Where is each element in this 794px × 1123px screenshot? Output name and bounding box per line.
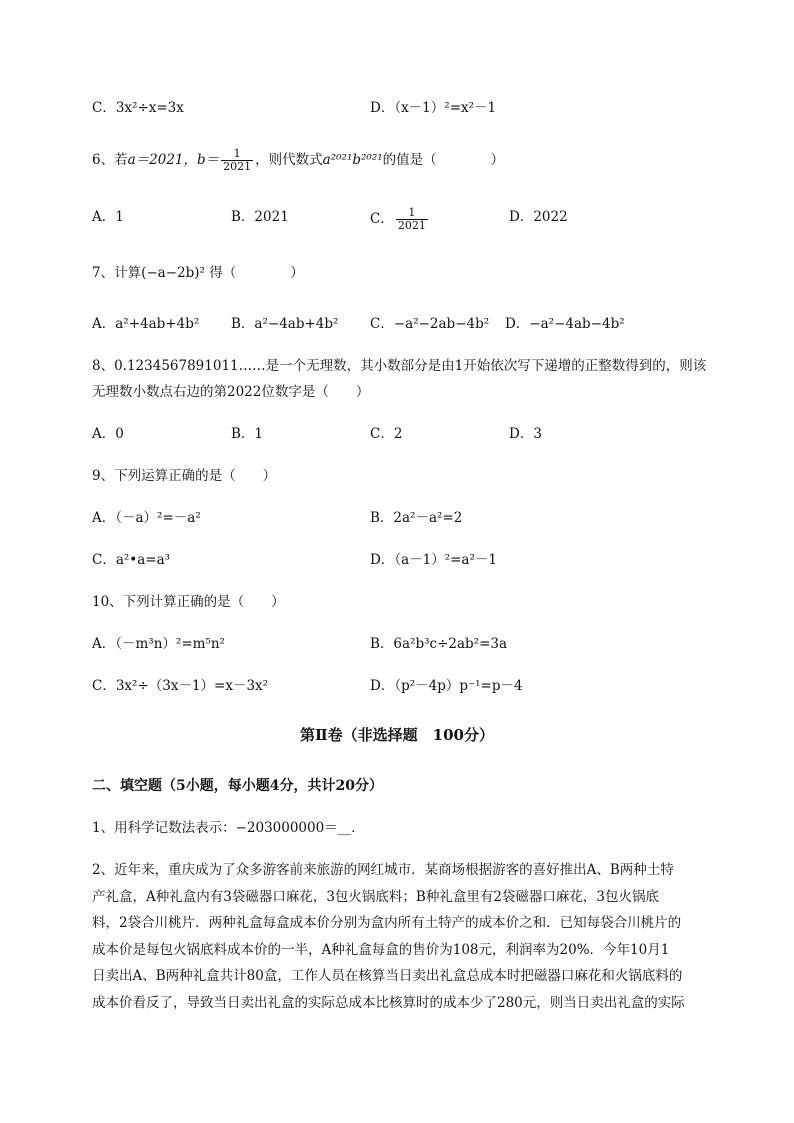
q9-option-c: C．a²•a=a³ <box>92 552 171 568</box>
q6-b-fraction <box>221 148 253 173</box>
q6-option-b: B．2021 <box>231 209 289 225</box>
q6-option-c-fraction <box>396 207 428 232</box>
q6-stem <box>92 148 504 173</box>
q8-option-c: C．2 <box>370 426 403 442</box>
fill2-line-4: 成本价是每包火锅底料成本价的一半，A种礼盒每盒的售价为108元，利润率为20%．今年10月1 <box>92 941 670 958</box>
q8-stem-line-1: 8、0.1234567891011……是一个无理数，其小数部分是由1开始依次写下递增的正整数得到的，则该 <box>92 358 707 374</box>
fill2-line-1: 2、近年来，重庆成为了众多游客前来旅游的网红城市．某商场根据游客的喜好推出A、B两种土特 <box>92 862 674 878</box>
fill2-line-5: 日卖出A、B两种礼盒共计80盒，工作人员在核算当日卖出礼盒总成本时把磁器口麻花和火锅底料的 <box>92 968 683 984</box>
q5-option-c: C．3x²÷x=3x <box>92 100 184 116</box>
q7-option-d: D．−a²−4ab−4b² <box>505 316 625 332</box>
part2-heading: 第Ⅱ卷（非选择题 100分） <box>300 726 494 744</box>
q7-option-b: B．a²−4ab+4b² <box>231 316 339 332</box>
q6-option-c-numerator: 1 <box>396 207 428 220</box>
q6-option-d: D．2022 <box>509 209 568 225</box>
q8-option-a: A．0 <box>92 426 124 442</box>
q10-option-c: C．3x²÷（3x－1）=x－3x² <box>92 678 269 694</box>
q6-a-eq: a＝2021， <box>127 152 197 168</box>
q6-option-c-denominator: 2021 <box>397 219 426 232</box>
q9-option-b: B．2a²－a²=2 <box>370 510 463 526</box>
q6-mid: ，则代数式 <box>255 152 323 168</box>
q6-expression: a²⁰²¹b²⁰²¹ <box>322 152 383 168</box>
q8-stem-line-2: 无理数小数点右边的第2022位数字是（ ） <box>92 384 370 400</box>
fill2-line-2: 产礼盒，A种礼盒内有3袋磁器口麻花，3包火锅底料；B种礼盒里有2袋磁器口麻花，3包火锅底 <box>92 888 660 905</box>
q7-stem: 7、计算(−a−2b)² 得（ ） <box>92 265 304 281</box>
q6-b-numerator: 1 <box>221 148 253 161</box>
q5-option-d: D．（x－1）²=x²－1 <box>370 100 497 116</box>
q6-option-c-label: C． <box>370 211 394 227</box>
q10-option-d: D．（p²－4p）p⁻¹=p－4 <box>370 678 523 694</box>
fill2-line-3: 料，2袋合川桃片．两种礼盒每盒成本价分别为盒内所有土特产的成本价之和．已知每袋合川桃片的 <box>92 915 682 931</box>
q7-option-c: C．−a²−2ab−4b² <box>370 316 490 332</box>
q10-option-a: A．（－m³n）²=m⁵n² <box>92 636 225 652</box>
q6-b-eq: b＝ <box>197 152 220 168</box>
q8-option-b: B．1 <box>231 426 264 442</box>
q10-stem: 10、下列计算正确的是（ ） <box>92 594 285 610</box>
q9-option-a: A．（－a）²=－a² <box>92 510 201 526</box>
fill2-stem <box>92 857 742 1016</box>
fill2-line-6: 成本价看反了，导致当日卖出礼盒的实际总成本比核算时的成本少了280元，则当日卖出礼盒的实际 <box>92 994 685 1011</box>
q6-b-denominator: 2021 <box>223 160 252 173</box>
fill-in-section-title: 二、填空题（5小题，每小题4分，共计20分） <box>92 778 383 794</box>
q6-suffix: 的值是（ ） <box>382 152 505 168</box>
q9-stem: 9、下列运算正确的是（ ） <box>92 468 277 484</box>
q6-prefix: 6、若 <box>92 152 128 168</box>
q9-option-d: D．（a－1）²=a²－1 <box>370 552 497 568</box>
q7-option-a: A．a²+4ab+4b² <box>92 316 200 332</box>
q6-option-a: A．1 <box>92 209 124 225</box>
fill1-stem: 1、用科学记数法表示：−203000000＝__． <box>92 820 365 836</box>
q10-option-b: B．6a²b³c÷2ab²=3a <box>370 636 508 652</box>
q6-option-c <box>370 207 430 232</box>
q8-option-d: D．3 <box>509 426 542 442</box>
